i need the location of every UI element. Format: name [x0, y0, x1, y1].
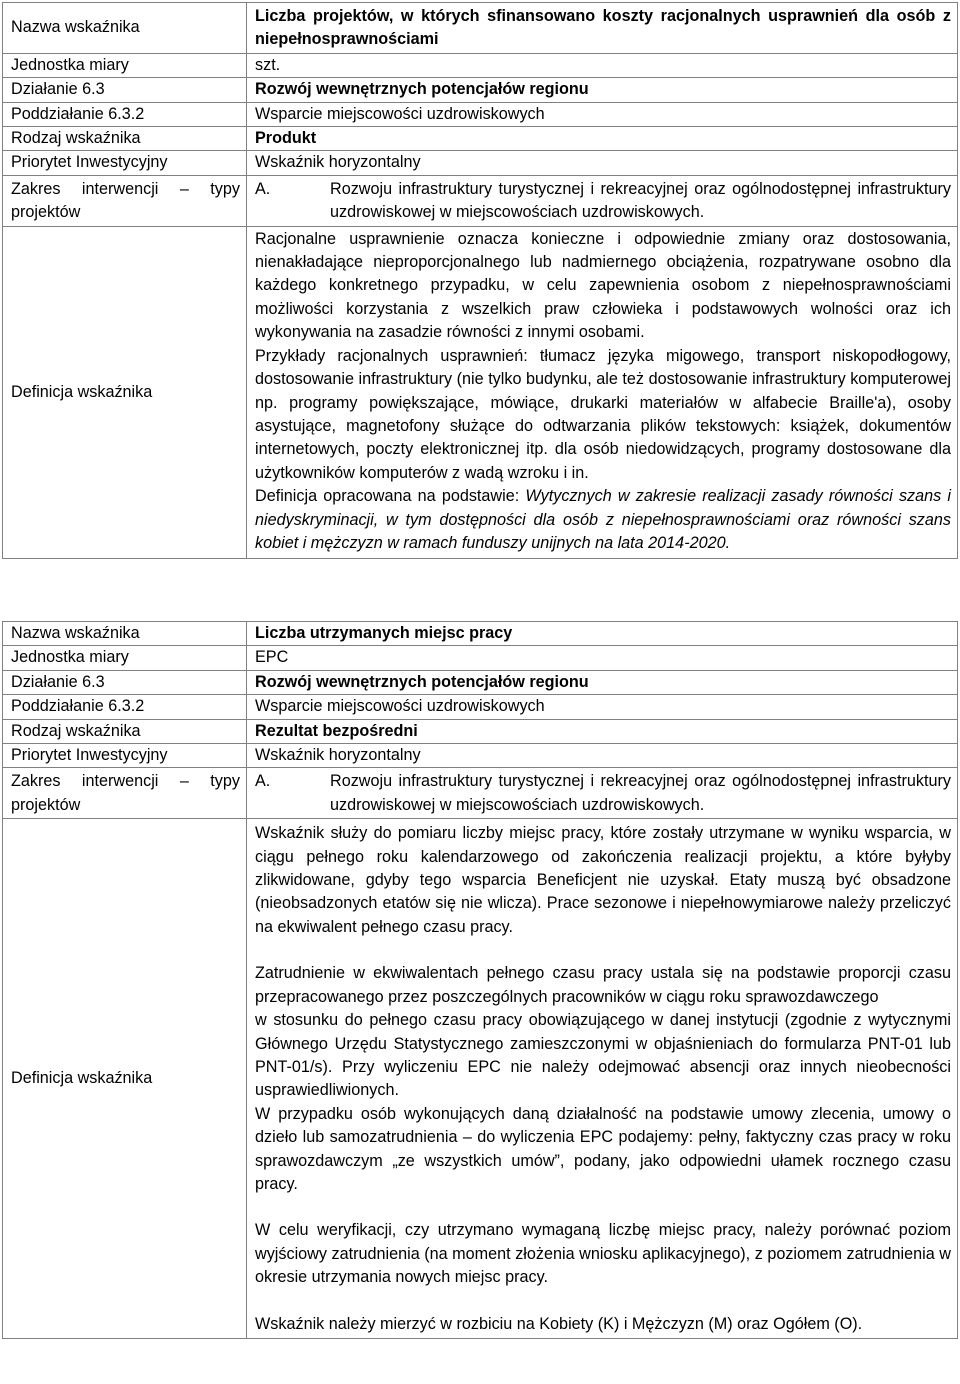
label-zakres: Zakres interwencji – typy projektów: [3, 175, 247, 226]
value-nazwa: Liczba projektów, w których sfinansowano koszty racjonalnych usprawnień dla osób z niepełnosprawnościami: [247, 3, 958, 54]
label-nazwa: Nazwa wskaźnika: [3, 622, 247, 646]
label-priorytet: Priorytet Inwestycyjny: [3, 151, 247, 175]
zakres-text: Rozwoju infrastruktury turystycznej i rekreacyjnej oraz ogólnodostępnej infrastruktury uzdrowiskowej w miejscowościach uzdrowiskowych.: [330, 179, 951, 222]
zakres-item: [255, 770, 951, 817]
definition-paragraph: Przykłady racjonalnych usprawnień: tłumacz języka migowego, transport niskopodłogowy, dostosowanie infrastruktury (nie tylko budynku, ale też dostosowanie infrastruktury komputerowej np. programy powiększające, mówiące, drukarki materiałów w alfabecie Braille'a), osoby asystujące, magnetofony służące do odtwarzania plików tekstowych: książek, dokumentów internetowych, poczty elektronicznej itp. dla osób niedowidzących, programy dostosowane dla użytkowników komputerów z wadą wzroku i in.: [255, 346, 951, 482]
row-rodzaj: [3, 719, 958, 743]
definition-source-title: Wytycznych w zakresie realizacji zasady równości szans i niedyskryminacji, w tym dostępności dla osób z niepełnosprawnościami oraz równości szans kobiet i mężczyzn w ramach funduszy unijnych na lata 2014-2020.: [255, 487, 952, 552]
row-zakres: [3, 768, 958, 819]
label-jednostka: Jednostka miary: [3, 53, 247, 77]
indicator-table-1: [2, 2, 958, 559]
row-nazwa: [3, 3, 958, 54]
value-poddzialanie: Wsparcie miejscowości uzdrowiskowych: [247, 695, 958, 719]
row-jednostka: [3, 53, 958, 77]
label-poddzialanie: Poddziałanie 6.3.2: [3, 695, 247, 719]
paragraph-spacer: [255, 939, 951, 962]
row-jednostka: [3, 646, 958, 670]
zakres-text: Rozwoju infrastruktury turystycznej i rekreacyjnej oraz ogólnodostępnej infrastruktury uzdrowiskowej w miejscowościach uzdrowiskowych.: [330, 772, 951, 814]
value-rodzaj: Produkt: [247, 127, 958, 151]
row-priorytet: [3, 151, 958, 175]
label-zakres: Zakres interwencji – typy projektów: [3, 768, 247, 819]
definition-paragraph: w stosunku do pełnego czasu pracy obowiązującego w danej instytucji (zgodnie z wytycznymi Głównego Urzędu Statystycznego zamieszczonymi w objaśnieniach do formularza PNT-01 lub PNT-01/s). Przy wyliczeniu EPC nie należy odejmować absencji oraz innych nieobecności usprawiedliwionych.: [255, 1011, 951, 1100]
label-poddzialanie: Poddziałanie 6.3.2: [3, 102, 247, 126]
row-poddzialanie: [3, 695, 958, 719]
definition-source-intro: Definicja opracowana na podstawie:: [255, 487, 526, 506]
value-definicja: [247, 226, 958, 559]
row-poddzialanie: [3, 102, 958, 126]
label-nazwa: Nazwa wskaźnika: [3, 3, 247, 54]
row-dzialanie: [3, 78, 958, 102]
row-definicja: [3, 226, 958, 559]
label-definicja: Definicja wskaźnika: [3, 819, 247, 1339]
label-dzialanie: Działanie 6.3: [3, 670, 247, 694]
row-definicja: [3, 819, 958, 1339]
definition-paragraph: Wskaźnik należy mierzyć w rozbiciu na Kobiety (K) i Mężczyzn (M) oraz Ogółem (O).: [255, 1314, 863, 1333]
definition-paragraph: W przypadku osób wykonujących daną działalność na podstawie umowy zlecenia, umowy o dzieło lub samozatrudnienia – do wyliczenia EPC podajemy: pełny, faktyczny czas pracy w roku sprawozdawczym „ze wszystkich umów”, podany, jako odpowiedni ułamek rocznego czasu pracy.: [255, 1104, 951, 1193]
indicator-table-2: [2, 621, 958, 1339]
zakres-item: [255, 178, 951, 225]
row-dzialanie: [3, 670, 958, 694]
definition-paragraph: Wskaźnik służy do pomiaru liczby miejsc pracy, które zostały utrzymane w wyniku wsparcia, w ciągu pełnego roku kalendarzowego od zakończenia realizacji projektu, a które byłyby zlikwidowane, gdyby tego wsparcia Beneficjent nie uzyskał. Etaty muszą być obsadzone (nieobsadzonych etatów się nie wlicza). Prace sezonowe i niepełnowymiarowe należy przeliczyć na ekwiwalent pełnego czasu pracy.: [255, 824, 951, 936]
value-jednostka: szt.: [247, 53, 958, 77]
definition-paragraph: Racjonalne usprawnienie oznacza konieczne i odpowiednie zmiany oraz dostosowania, nienakładające nieproporcjonalnego lub nadmiernego obciążenia, rozpatrywane osobno dla każdego konkretnego przypadku, w celu zapewnienia osobom z niepełnosprawnościami możliwości korzystania z wszelkich praw człowieka i podstawowych wolności oraz ich wykonywania na zasadzie równości z innymi osobami.: [255, 229, 951, 342]
value-priorytet: Wskaźnik horyzontalny: [247, 744, 958, 768]
value-zakres: [247, 768, 958, 819]
value-poddzialanie: Wsparcie miejscowości uzdrowiskowych: [247, 102, 958, 126]
zakres-letter: A.: [255, 179, 271, 198]
label-dzialanie: Działanie 6.3: [3, 78, 247, 102]
value-dzialanie: Rozwój wewnętrznych potencjałów regionu: [247, 670, 958, 694]
value-dzialanie: Rozwój wewnętrznych potencjałów regionu: [247, 78, 958, 102]
value-nazwa: Liczba utrzymanych miejsc pracy: [247, 622, 958, 646]
value-rodzaj: Rezultat bezpośredni: [247, 719, 958, 743]
label-priorytet: Priorytet Inwestycyjny: [3, 744, 247, 768]
zakres-letter: A.: [255, 772, 271, 791]
row-nazwa: [3, 622, 958, 646]
row-zakres: [3, 175, 958, 226]
row-priorytet: [3, 744, 958, 768]
paragraph-spacer: [255, 1196, 951, 1219]
value-priorytet: Wskaźnik horyzontalny: [247, 151, 958, 175]
definition-paragraph: W celu weryfikacji, czy utrzymano wymaganą liczbę miejsc pracy, należy porównać poziom wyjściowy zatrudnienia (na moment złożenia wniosku aplikacyjnego), z poziomem zatrudnienia w okresie utrzymania nowych miejsc pracy.: [255, 1221, 951, 1287]
paragraph-spacer: [255, 1290, 951, 1313]
label-rodzaj: Rodzaj wskaźnika: [3, 719, 247, 743]
label-definicja: Definicja wskaźnika: [3, 226, 247, 559]
definition-source: [255, 485, 951, 555]
label-rodzaj: Rodzaj wskaźnika: [3, 127, 247, 151]
row-rodzaj: [3, 127, 958, 151]
label-jednostka: Jednostka miary: [3, 646, 247, 670]
definition-paragraph: Zatrudnienie w ekwiwalentach pełnego czasu pracy ustala się na podstawie proporcji czasu przepracowanego przez poszczególnych pracowników w ciągu roku sprawozdawczego: [255, 964, 951, 1006]
value-definicja: [247, 819, 958, 1339]
value-jednostka: EPC: [247, 646, 958, 670]
value-zakres: [247, 175, 958, 226]
